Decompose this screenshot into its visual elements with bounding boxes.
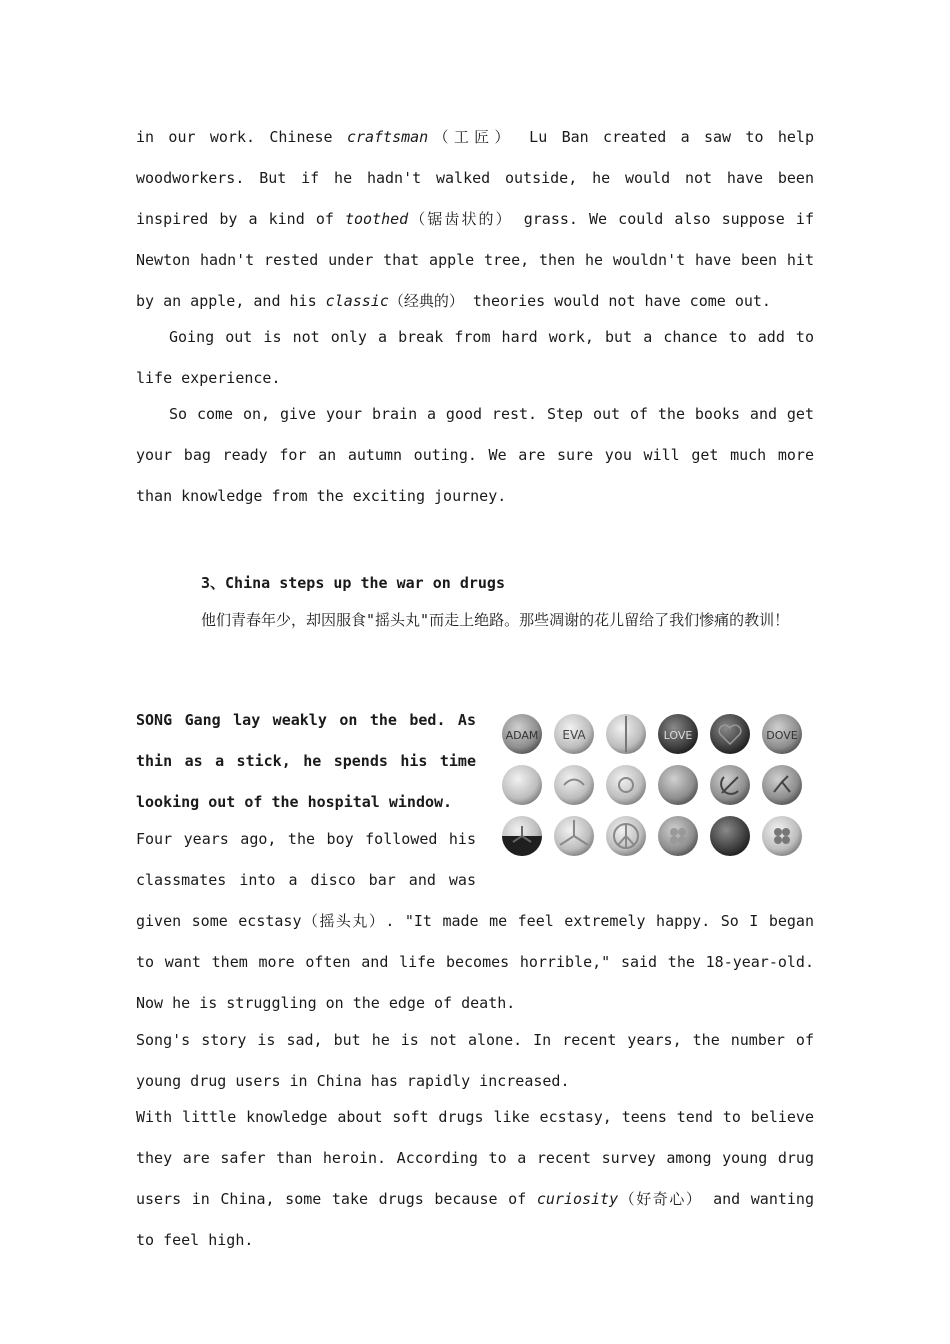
text: grass. We could also suppose if Newton hadn't rested under that apple tree, then he wouldn't have been hit by an apple, and his xyxy=(136,210,814,310)
pill-plain xyxy=(606,714,646,754)
pill-figure xyxy=(762,765,802,805)
pill-heart xyxy=(710,714,750,754)
text: in our work. Chinese xyxy=(136,128,347,146)
text: With little knowledge about soft drugs like ecstasy, teens tend to believe they are safer than heroin. According to a recent survey among young drug users in China, some take drugs because of xyxy=(136,1108,814,1208)
continuation-paragraph xyxy=(136,117,814,322)
svg-text:ADAM: ADAM xyxy=(505,729,539,742)
pill-eva xyxy=(554,714,594,754)
pill-half xyxy=(658,765,698,805)
text: Four years ago, the boy followed his classmates into a disco bar and was given some xyxy=(136,830,476,930)
term-toothed: toothed xyxy=(344,210,409,228)
term-craftsman: craftsman xyxy=(346,128,429,146)
story-paragraph xyxy=(136,819,814,1024)
image-spacer xyxy=(476,819,814,901)
svg-text:LOVE: LOVE xyxy=(663,729,693,742)
paragraph-little-knowledge xyxy=(136,1097,814,1261)
gloss-toothed: （锯齿状的） xyxy=(408,210,513,228)
gloss-classic: （经典的） xyxy=(388,292,464,310)
pill-love xyxy=(658,714,698,754)
gloss-curiosity: （好奇心） xyxy=(618,1190,703,1208)
pill-dove xyxy=(762,714,802,754)
gloss-craftsman: （工匠） xyxy=(428,128,515,146)
text: theories would not have come out. xyxy=(463,292,771,310)
paragraph-come-on: So come on, give your brain a good rest. Step out of the books and get your bag ready for an autumn outing. We are sure you will get much more than knowledge from the exciting journey. xyxy=(136,405,814,505)
svg-text:DOVE: DOVE xyxy=(766,729,798,742)
pill-swirl xyxy=(606,765,646,805)
lead-paragraph: SONG Gang lay weakly on the bed. As thin as a stick, he spends his time looking out of the hospital window. xyxy=(136,711,476,811)
pill-shield xyxy=(502,765,542,805)
term-curiosity: curiosity xyxy=(536,1190,619,1208)
text: and wanting to feel high. xyxy=(136,1190,814,1249)
pill-bird xyxy=(554,765,594,805)
pill-hammer-sickle xyxy=(710,765,750,805)
term-classic: classic xyxy=(325,292,389,310)
paragraph-song-story: Song's story is sad, but he is not alone. In recent years, the number of young drug users in China has rapidly increased. xyxy=(136,1031,814,1090)
text: Lu Ban created a saw to help woodworkers. But if he hadn't walked outside, he would not have been inspired by a kind of xyxy=(136,128,814,228)
text: . "It made me feel extremely happy. So I began to want them more often and life becomes horrible," said the 18-year-old. Now he is struggling on the edge of death. xyxy=(136,912,814,1012)
section-intro: 他们青春年少，却因服食"摇头丸"而走上绝路。那些凋谢的花儿留给了我们惨痛的教训！ xyxy=(201,611,790,629)
term-ecstasy: ecstasy xyxy=(238,912,302,930)
svg-text:EVA: EVA xyxy=(562,728,586,742)
section-heading: 3、China steps up the war on drugs xyxy=(201,574,505,592)
paragraph-going-out: Going out is not only a break from hard work, but a chance to add to life experience. xyxy=(136,328,814,387)
gloss-ecstasy: （摇头丸） xyxy=(301,912,386,930)
pill-adam xyxy=(502,714,542,754)
